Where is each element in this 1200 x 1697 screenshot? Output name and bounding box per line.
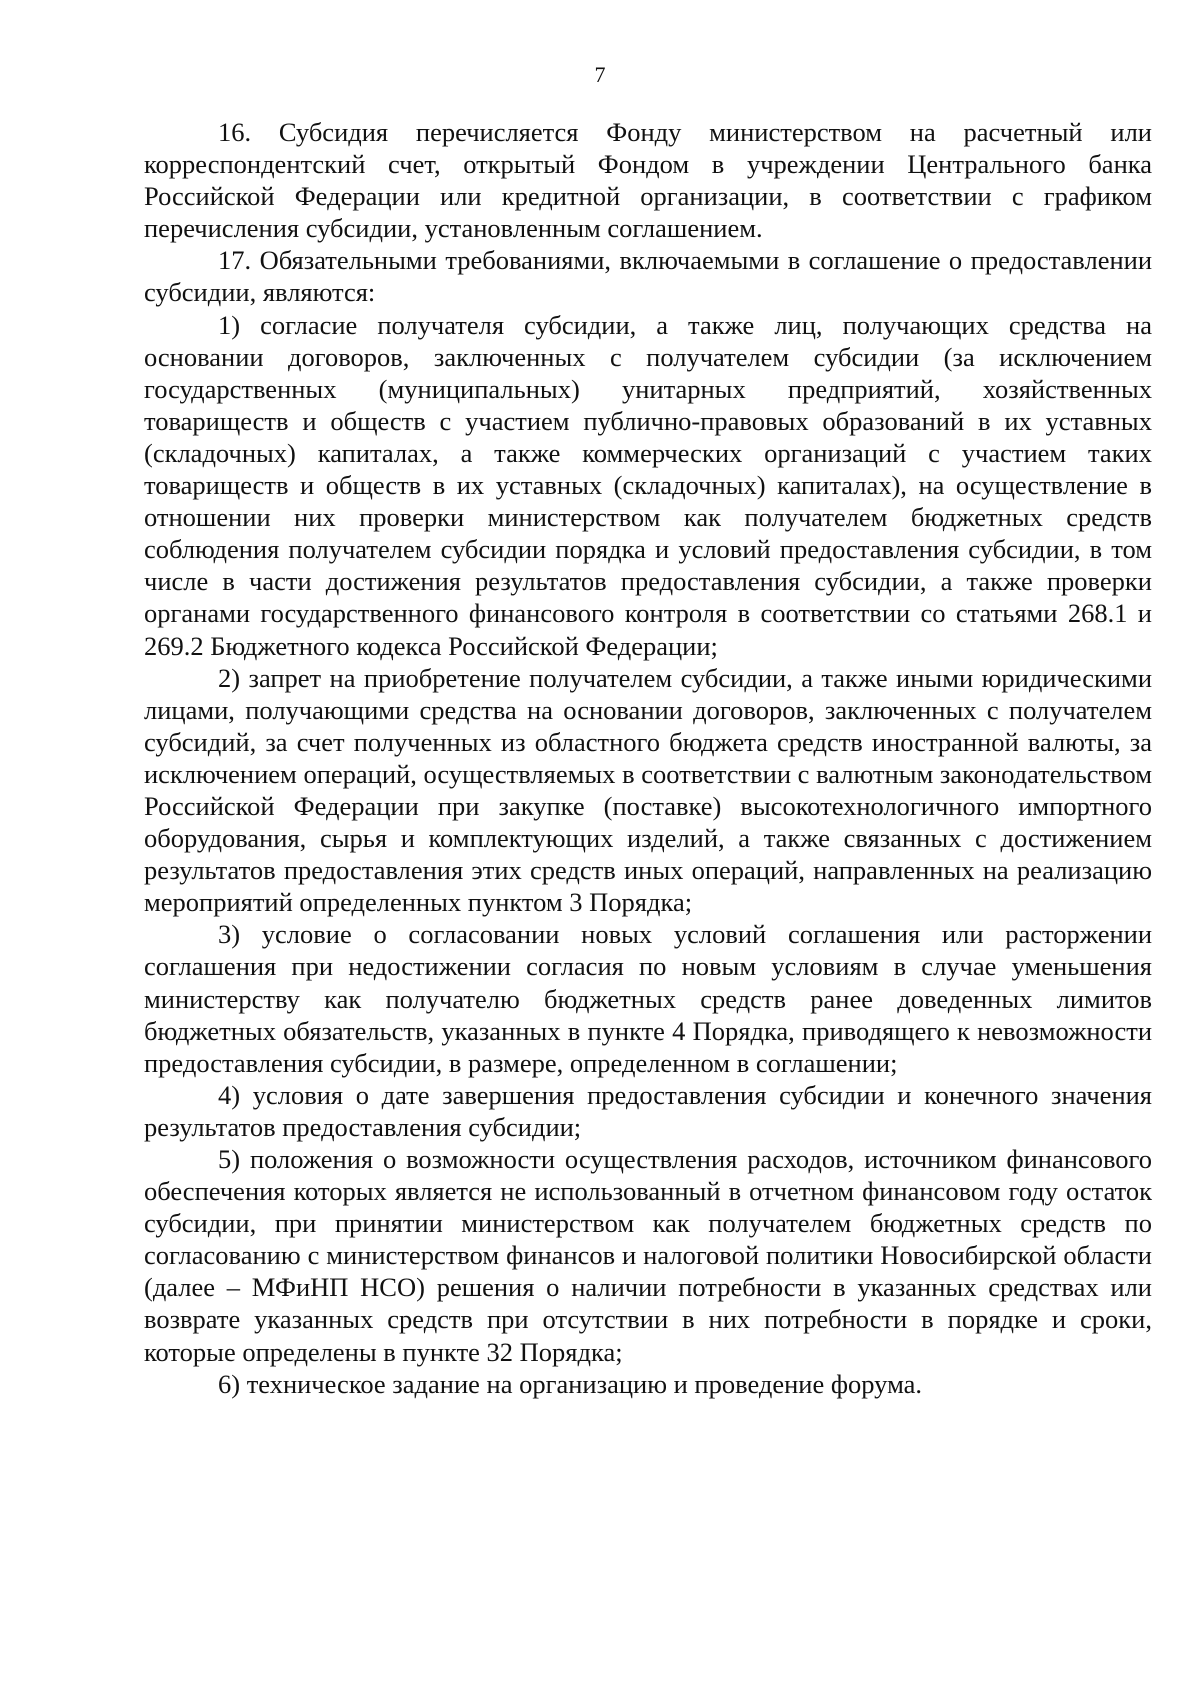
list-item-6: 6) техническое задание на организацию и проведение форума. <box>218 1368 923 1399</box>
list-item-1: 1) согласие получателя субсидии, а также лиц, получающих средства на основании договоров, заключенных с получателем субсидии (за исключением государственных (муниципальных) унитарных предприятий, хозяйственных товариществ и обществ с участием публично-правовых образований в их уставных (складочных) капиталах, а также коммерческих организаций с участием таких товариществ и обществ в их уставных (складочных) капиталах), на осуществление в отношении них проверки министерством как получателем бюджетных средств соблюдения получателем субсидии порядка и условий предоставления субсидии, в том числе в части достижения результатов предоставления субсидии, а также проверки органами государственного финансового контроля в соответствии со статьями 268.1 и 269.2 Бюджетного кодекса Российской Федерации; <box>144 309 1152 661</box>
document-body <box>144 116 1152 1400</box>
list-item-2: 2) запрет на приобретение получателем субсидии, а также иными юридическими лицами, получающими средства на основании договоров, заключенных с получателем субсидий, за счет полученных из областного бюджета средств иностранной валюты, за исключением операций, осуществляемых в соответствии с валютным законодательством Российской Федерации при закупке (поставке) высокотехнологичного импортного оборудования, сырья и комплектующих изделий, а также связанных с достижением результатов предоставления этих средств иных операций, направленных на реализацию мероприятий определенных пунктом 3 Порядка; <box>144 662 1152 918</box>
list-item-3: 3) условие о согласовании новых условий соглашения или расторжении соглашения при недостижении согласия по новым условиям в случае уменьшения министерству как получателю бюджетных средств ранее доведенных лимитов бюджетных обязательств, указанных в пункте 4 Порядка, приводящего к невозможности предоставления субсидии, в размере, определенном в соглашении; <box>144 919 1152 1078</box>
list-item-4: 4) условия о дате завершения предоставления субсидии и конечного значения результатов предоставления субсидии; <box>144 1079 1152 1142</box>
page-number: 7 <box>594 62 606 87</box>
paragraph-17: 17. Обязательными требованиями, включаемыми в соглашение о предоставлении субсидии, являются: <box>144 245 1152 308</box>
list-item-5: 5) положения о возможности осуществления расходов, источником финансового обеспечения которых является не использованный в отчетном финансовом году остаток субсидии, при принятии министерством как получателем бюджетных средств по согласованию с министерством финансов и налоговой политики Новосибирской области (далее – МФиНП НСО) решения о наличии потребности в указанных средствах или возврате указанных средств при отсутствии в них потребности в порядке и сроки, которые определены в пункте 32 Порядка; <box>144 1144 1152 1367</box>
paragraph-16: 16. Субсидия перечисляется Фонду министерством на расчетный или корреспондентский счет, открытый Фондом в учреждении Центрального банка Российской Федерации или кредитной организации, в соответствии с графиком перечисления субсидии, установленным соглашением. <box>144 117 1152 244</box>
